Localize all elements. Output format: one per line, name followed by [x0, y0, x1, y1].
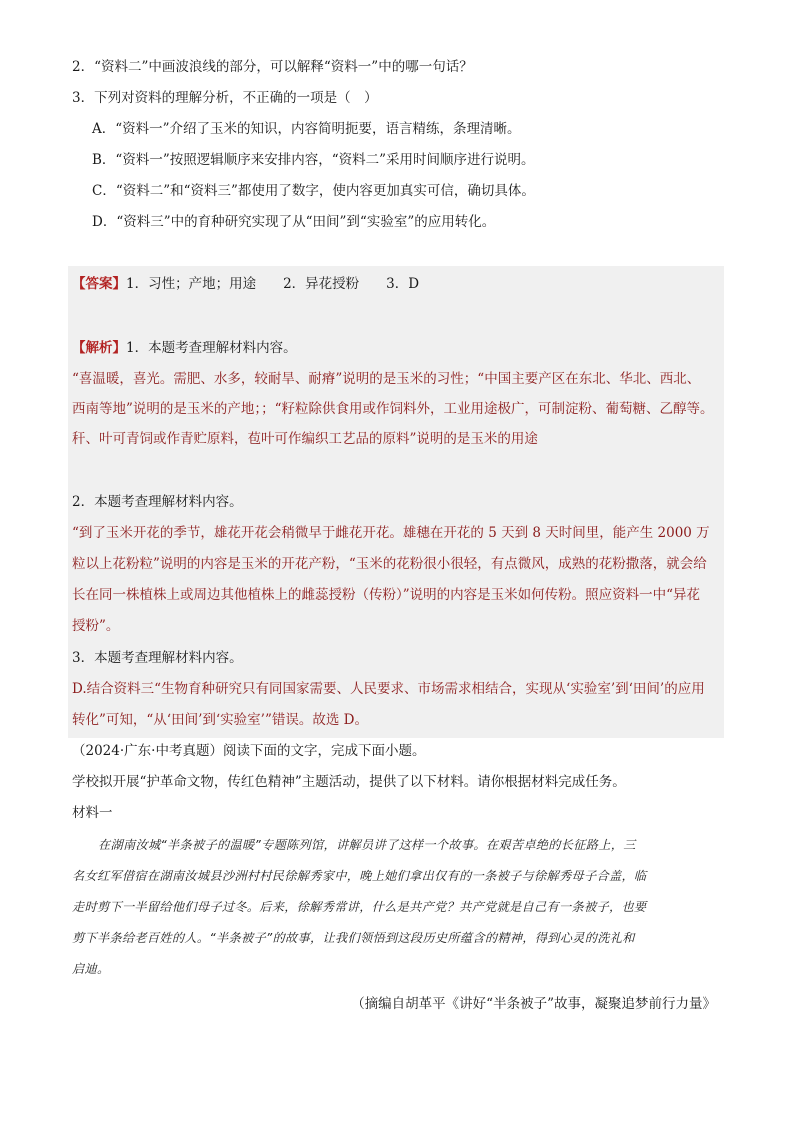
option-a: A．“资料一”介绍了玉米的知识，内容简明扼要，语言精练，条理清晰。 — [92, 121, 521, 137]
material-source: （摘编自胡革平《讲好“半条被子”故事，凝聚追梦前行力量》 — [351, 996, 716, 1012]
answer-text: 1．习性；产地；用途 2．异花授粉 3．D — [126, 276, 420, 292]
option-c: C．“资料二”和“资料三”都使用了数字，使内容更加真实可信，确切具体。 — [92, 183, 535, 199]
question-3: 3．下列对资料的理解分析，不正确的一项是（ ） — [72, 90, 378, 106]
story-line: 名女红军借宿在湖南汝城县沙洲村村民徐解秀家中，晚上她们拿出仅有的一条被子与徐解秀母子合盖，临 — [72, 869, 647, 883]
analysis-p3-line: 转化”可知，“从‘田间’到‘实验室’”错误。故选 D。 — [72, 712, 368, 728]
option-b: B．“资料一”按照逻辑顺序来安排内容，“资料二”采用时间顺序进行说明。 — [92, 152, 535, 168]
analysis-p1-line: “喜温暖，喜光。需肥、水多，较耐旱、耐瘠”说明的是玉米的习性；“中国主要产区在东北、华北、西北、 — [72, 371, 701, 387]
analysis-p1-head: 1．本题考查理解材料内容。 — [126, 340, 297, 356]
analysis-p1-line: 西南等地”说明的是玉米的产地；；“籽粒除供食用或作饲料外，工业用途极广，可制淀粉、葡萄糖、乙醇等。 — [72, 401, 714, 417]
question-2: 2．“资料二”中画波浪线的部分，可以解释“资料一”中的哪一句话？ — [72, 59, 473, 75]
option-d: D．“资料三”中的育种研究实现了从“田间”到“实验室”的应用转化。 — [92, 214, 496, 230]
exam-source-intro: （2024·广东·中考真题）阅读下面的文字，完成下面小题。 — [72, 743, 426, 759]
analysis-p2-line: 粒以上花粉粒”说明的内容是玉米的开花产粉，“玉米的花粉很小很轻，有点微风，成熟的花粉撒落，就会给 — [72, 556, 707, 572]
answer-line — [72, 274, 419, 294]
material-story — [72, 830, 724, 985]
story-line: 启迪。 — [72, 962, 110, 976]
material-title: 材料一 — [72, 805, 113, 821]
analysis-p2-line: “到了玉米开花的季节，雄花开花会稍微早于雌花开花。雄穗在开花的 5 天到 8 天时间里，能产生 2000 万 — [72, 525, 710, 541]
story-line: 走时剪下一半留给他们母子过冬。后来，徐解秀常讲，什么是共产党？共产党就是自己有一条被子，也要 — [72, 900, 647, 914]
story-line: 在湖南汝城“半条被子的温暖”专题陈列馆，讲解员讲了这样一个故事。在艰苦卓绝的长征路上，三 — [98, 838, 636, 852]
answer-tag: 【答案】 — [72, 276, 126, 292]
analysis-p2-head: 2．本题考查理解材料内容。 — [72, 494, 243, 510]
analysis-p3-head: 3．本题考查理解材料内容。 — [72, 650, 243, 666]
analysis-p3-line: D.结合资料三“生物育种研究只有同国家需要、人民要求、市场需求相结合，实现从‘实验室’到‘田间’的应用 — [72, 681, 705, 697]
analysis-head — [72, 338, 297, 358]
analysis-p2-line: 授粉”。 — [72, 618, 120, 634]
analysis-p2-line: 长在同一株植株上或周边其他植株上的雌蕊授粉（传粉）”说明的内容是玉米如何传粉。照应资料一中“异花 — [72, 587, 701, 603]
analysis-tag: 【解析】 — [72, 340, 126, 356]
story-line: 剪下半条给老百姓的人。“半条被子”的故事，让我们领悟到这段历史所蕴含的精神，得到心灵的洗礼和 — [72, 931, 635, 945]
analysis-p1-line: 秆、叶可青饲或作青贮原料，苞叶可作编织工艺品的原料”说明的是玉米的用途 — [72, 431, 538, 447]
task-description: 学校拟开展“护革命文物，传红色精神”主题活动，提供了以下材料。请你根据材料完成任务。 — [72, 774, 626, 790]
